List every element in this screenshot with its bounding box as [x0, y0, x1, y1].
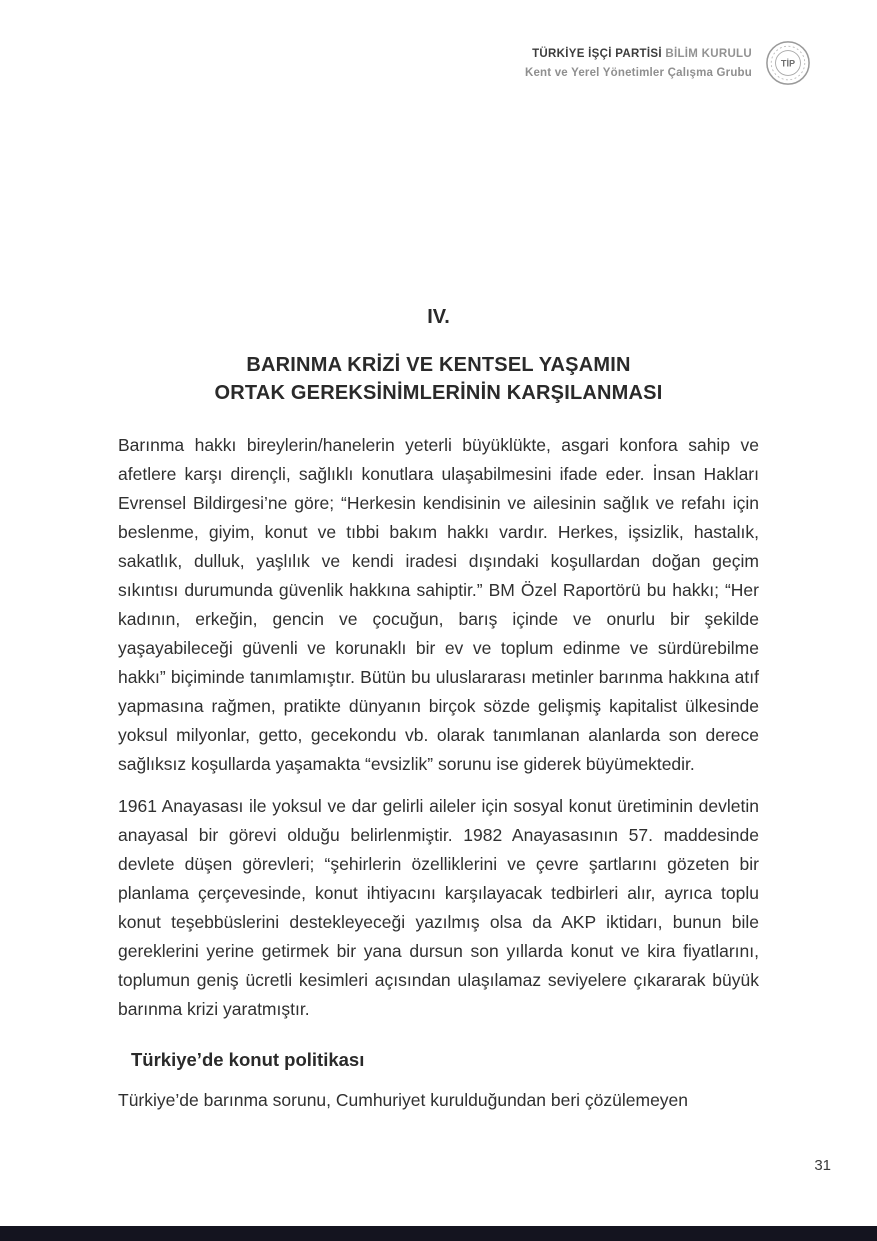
- org-name: TÜRKİYE İŞÇİ PARTİSİ: [532, 47, 662, 60]
- section-title: [118, 351, 759, 407]
- section-number: IV.: [427, 306, 450, 328]
- subsection-heading: Türkiye’de konut politikası: [131, 1049, 365, 1070]
- body-paragraph-1: Barınma hakkı bireylerin/hanelerin yeterli büyüklükte, asgari konfora sahip ve afetlere karşı dirençli, sağlıklı konutlara ulaşabilmesini ifade eder. İnsan Hakları Evrensel Bildirgesi’ne göre; “Herkesin kendisinin ve ailesinin sağlık ve refahı için beslenme, giyim, konut ve tıbbi bakım hakkı vardır. Herkes, işsizlik, hastalık, sakatlık, dulluk, yaşlılık ve kendi iradesi dışındaki koşullardan doğan geçim sıkıntısı durumunda güvenlik hakkına sahiptir.” BM Özel Raportörü bu hakkı; “Her kadının, erkeğin, gencin ve çocuğun, barış içinde ve onurlu bir şekilde yaşayabileceği güvenli ve korunaklı bir ev ve toplum edinme ve sürdürebilme hakkı” biçiminde tanımlamıştır. Bütün bu uluslararası metinler barınma hakkına atıf yapmasına rağmen, pratikte dünyanın birçok sözde gelişmiş kapitalist ülkesinde yoksul milyonlar, getto, gecekondu vb. olarak tanımlanan alanlarda son derece sağlıksız koşullarda yaşamakta “evsizlik” sorunu ise giderek büyümektedir.: [118, 435, 759, 774]
- body-paragraph-2: 1961 Anayasası ile yoksul ve dar gelirli aileler için sosyal konut üretiminin devletin anayasal bir görevi olduğu belirlenmiştir. 1982 Anayasasının 57. maddesinde devlete düşen görevleri; “şehirlerin özelliklerini ve çevre şartlarını gözeten bir planlama çerçevesinde, konut ihtiyacını karşılayacak tedbirleri alır, ayrıca toplu konut teşebbüslerini destekleyeceği yazılmış olsa da AKP iktidarı, bunun bile gereklerini yerine getirmek bir yana dursun son yıllarda konut ve kira fiyatlarını, toplumun geniş ücretli kesimleri açısından ulaşılamaz seviyelere çıkararak büyük barınma krizi yaratmıştır.: [118, 796, 759, 1019]
- tip-party-logo-icon: [765, 40, 811, 86]
- subsection-paragraph: Türkiye’de barınma sorunu, Cumhuriyet kurulduğundan beri çözülemeyen: [118, 1090, 689, 1110]
- page-content: [118, 306, 759, 1115]
- org-subtitle: Kent ve Yerel Yönetimler Çalışma Grubu: [524, 66, 752, 79]
- header-text: [525, 48, 752, 79]
- org-unit: BİLİM KURULU: [665, 47, 752, 60]
- page-header: [525, 40, 811, 86]
- org-title: [525, 48, 752, 60]
- footer-bar: [0, 1226, 877, 1241]
- section-title-line2: ORTAK GEREKSİNİMLERİNİN KARŞILANMASI: [214, 382, 663, 404]
- section-title-line1: BARINMA KRİZİ VE KENTSEL YAŞAMIN: [246, 354, 631, 376]
- page-number: 31: [814, 1157, 831, 1174]
- logo-text: TİP: [780, 58, 796, 69]
